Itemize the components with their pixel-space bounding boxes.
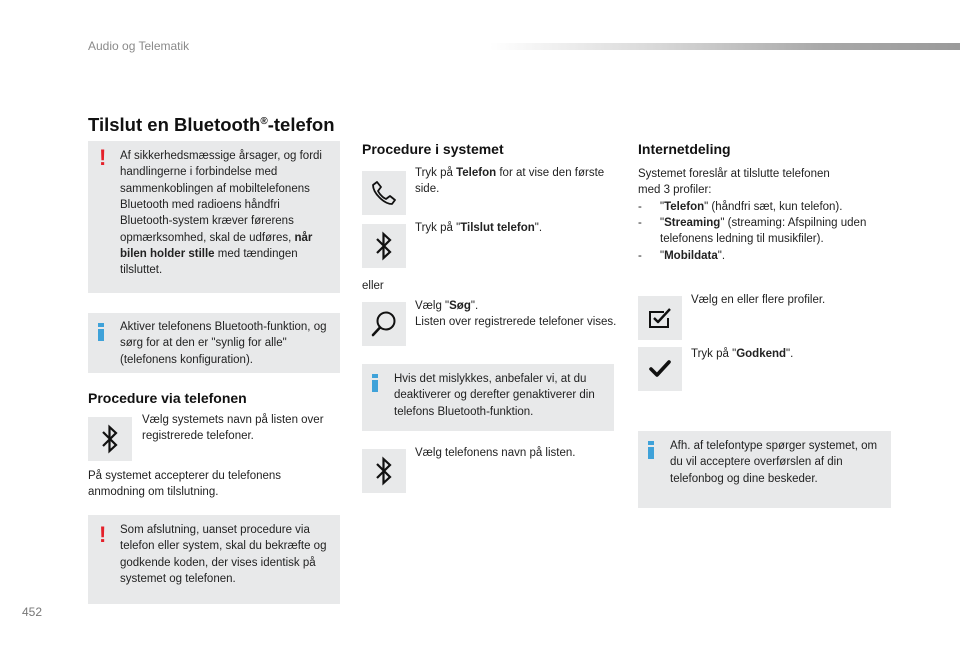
step-select-search: Vælg "Søg". Listen over registrerede telefoner vises. [415,300,617,329]
bluetooth-icon [362,224,406,268]
page-title: Tilslut en Bluetooth®-telefon [88,114,335,135]
search-magnifier-icon [362,302,406,346]
section-title: Audio og Telematik [88,39,190,53]
page-number: 452 [22,605,43,619]
heading-procedure-phone: Procedure via telefonen [88,390,247,406]
step-select-phone-name: Vælg telefonens navn på listen. [415,447,576,459]
step-press-godkend: Tryk på "Godkend". [691,348,794,360]
checkbox-icon [638,296,682,340]
info-box-phonebook [638,431,891,508]
warning-text: Af sikkerhedsmæssige årsager, og fordi handlingerne i forbindelse med sammenkoblingen af mobiltelefonens Bluetooth med radioens håndfri Bluetooth-system kræver førerens opmærksomhed, skal de udføres, når bilen holder stille med tændingen tilsluttet. [120,150,322,277]
warning-box-safety [88,141,340,293]
heading-procedure-system: Procedure i systemet [362,141,504,157]
info-text: Afh. af telefontype spørger systemet, om du vil acceptere overførslen af din telefonbog og dine beskeder. [670,440,878,485]
or-text: eller [362,280,384,292]
step-select-system-name: Vælg systemets navn på listen over registrerede telefoner. [142,414,324,443]
info-box-retry [362,364,614,431]
heading-internet-sharing: Internetdeling [638,141,731,157]
info-text: Aktiver telefonens Bluetooth-funktion, og sørg for at den er "synlig for alle" (telefonens konfiguration). [120,321,327,366]
info-mark [98,323,104,341]
info-box-activate-bluetooth [88,313,340,373]
accept-request-text: På systemet accepterer du telefonens anmodning om tilslutning. [88,470,282,499]
warning-text: Som afslutning, uanset procedure via telefon eller system, skal du bekræfte og godkende koden, der vises identisk på systemet og telefonen. [120,524,327,585]
warning-mark: ! [99,522,107,547]
info-mark [372,374,378,392]
profile-list: - "Telefon" (håndfri sæt, kun telefon). - "Streaming" (streaming: Afspilning uden telefonens ledning til musikfiler). - "Mobildata". [638,200,867,262]
info-mark [648,441,654,459]
bluetooth-icon [88,417,132,461]
step-select-profiles: Vælg en eller flere profiler. [691,294,826,306]
step-press-tilslut-telefon: Tryk på "Tilslut telefon". [415,222,543,234]
checkmark-icon [638,347,682,391]
profiles-intro: Systemet foreslår at tilslutte telefonen med 3 profiler: - "Telefon" (håndfri sæt, kun telefon). - "Streaming" (streaming: Afspilning uden telefonens ledning til musikfiler). - "Mobildata". [638,166,888,264]
warning-mark: ! [99,145,107,170]
header-gradient-bar [490,43,960,50]
phone-handset-icon [362,171,406,215]
info-text: Hvis det mislykkes, anbefaler vi, at du deaktiverer og derefter genaktiverer din telefons Bluetooth-funktion. [394,373,595,418]
step-press-telefon: Tryk på Telefon for at vise den første side. [415,167,605,196]
warning-box-confirm-code [88,515,340,604]
bluetooth-icon [362,449,406,493]
